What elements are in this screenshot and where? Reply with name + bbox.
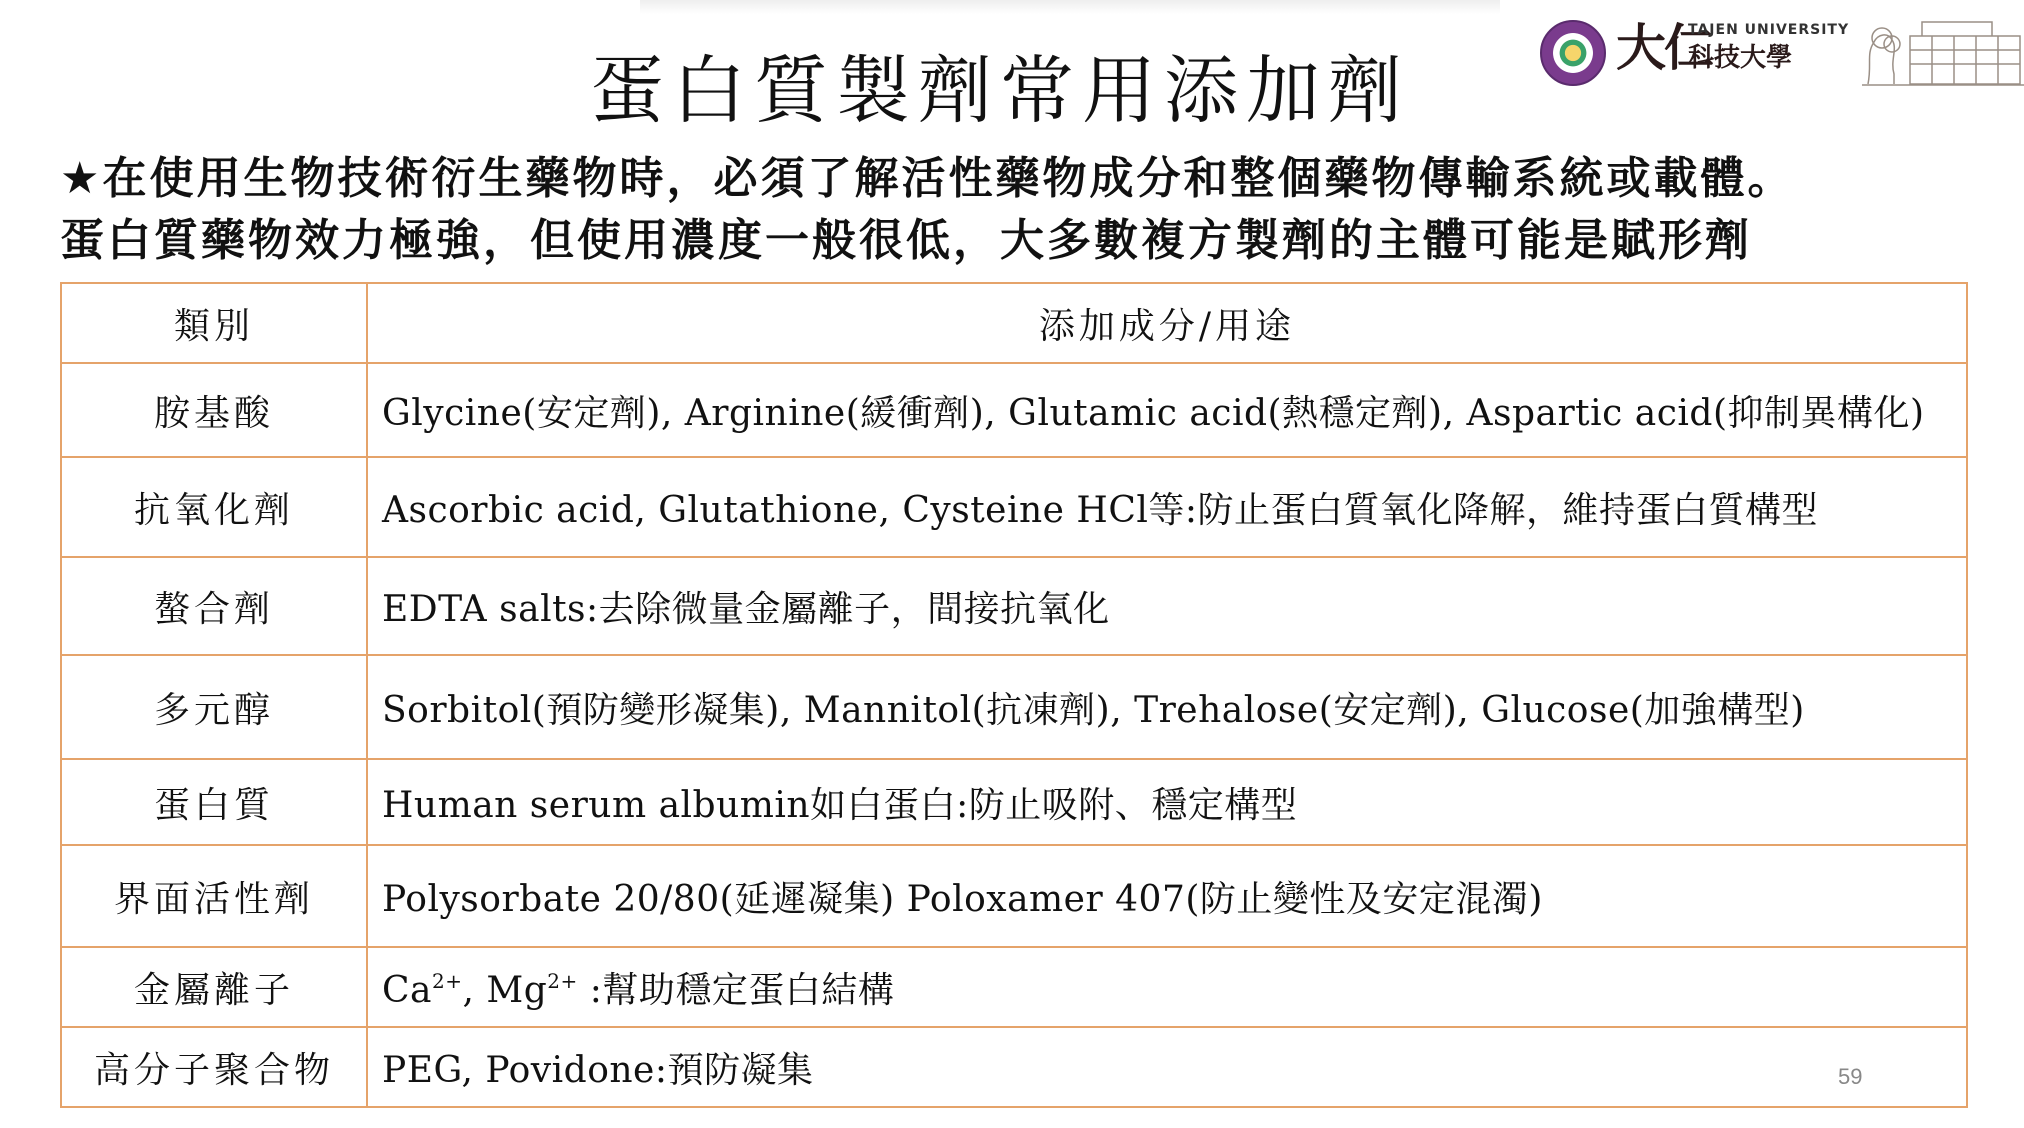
header-category: 類別 <box>61 283 367 363</box>
table-row <box>61 759 1967 845</box>
calcium-symbol: Ca <box>382 969 433 1011</box>
table-row <box>61 1027 1967 1107</box>
description-cell: Human serum albumin如白蛋白:防止吸附、穩定構型 <box>367 759 1967 845</box>
table-row <box>61 845 1967 947</box>
category-cell: 胺基酸 <box>61 363 367 457</box>
calcium-charge: 2+ <box>432 968 463 993</box>
campus-building-icon <box>1862 14 2024 90</box>
metal-ion-purpose: :幫助穩定蛋白結構 <box>577 969 895 1011</box>
category-cell: 多元醇 <box>61 655 367 759</box>
table-row <box>61 363 1967 457</box>
logo-english-name: TAJEN UNIVERSITY <box>1688 22 1850 38</box>
description-cell: PEG, Povidone:預防凝集 <box>367 1027 1967 1107</box>
table-row <box>61 655 1967 759</box>
additives-table <box>60 282 1968 1108</box>
header-description: 添加成分/用途 <box>367 283 1967 363</box>
category-cell: 螯合劑 <box>61 557 367 655</box>
logo-chinese-name: 大仁 <box>1616 19 1712 77</box>
page-number: 59 <box>1838 1064 1863 1089</box>
category-cell: 抗氧化劑 <box>61 457 367 557</box>
university-logo <box>1536 12 2024 90</box>
logo-chinese-subname: 科技大學 <box>1688 43 1793 73</box>
table-header-row <box>61 283 1967 363</box>
description-cell: Glycine(安定劑), Arginine(緩衝劑), Glutamic acid(熱穩定劑), Aspartic acid(抑制異構化) <box>367 363 1967 457</box>
intro-text <box>60 148 1980 272</box>
description-cell: Sorbitol(預防變形凝集), Mannitol(抗凍劑), Trehalose(安定劑), Glucose(加強構型) <box>367 655 1967 759</box>
top-shadow <box>640 0 1500 14</box>
category-cell: 界面活性劑 <box>61 845 367 947</box>
intro-line-1: ★在使用生物技術衍生藥物時，必須了解活性藥物成分和整個藥物傳輸系統或載體。 <box>60 153 1795 204</box>
university-seal-icon <box>1540 20 1606 86</box>
category-cell: 蛋白質 <box>61 759 367 845</box>
table-row <box>61 557 1967 655</box>
magnesium-charge: 2+ <box>547 968 578 993</box>
table-row <box>61 457 1967 557</box>
intro-line-2: 蛋白質藥物效力極強，但使用濃度一般很低，大多數複方製劑的主體可能是賦形劑 <box>60 215 1752 266</box>
page-title: 蛋白質製劑常用添加劑 <box>590 48 1410 134</box>
category-cell: 高分子聚合物 <box>61 1027 367 1107</box>
magnesium-symbol: , Mg <box>462 969 548 1011</box>
description-cell <box>367 947 1967 1027</box>
table-row <box>61 947 1967 1027</box>
description-cell: Ascorbic acid, Glutathione, Cysteine HCl等:防止蛋白質氧化降解，維持蛋白質構型 <box>367 457 1967 557</box>
additives-table-container <box>60 282 1966 1110</box>
description-cell: EDTA salts:去除微量金屬離子，間接抗氧化 <box>367 557 1967 655</box>
category-cell: 金屬離子 <box>61 947 367 1027</box>
description-cell: Polysorbate 20/80(延遲凝集) Poloxamer 407(防止變性及安定混濁) <box>367 845 1967 947</box>
